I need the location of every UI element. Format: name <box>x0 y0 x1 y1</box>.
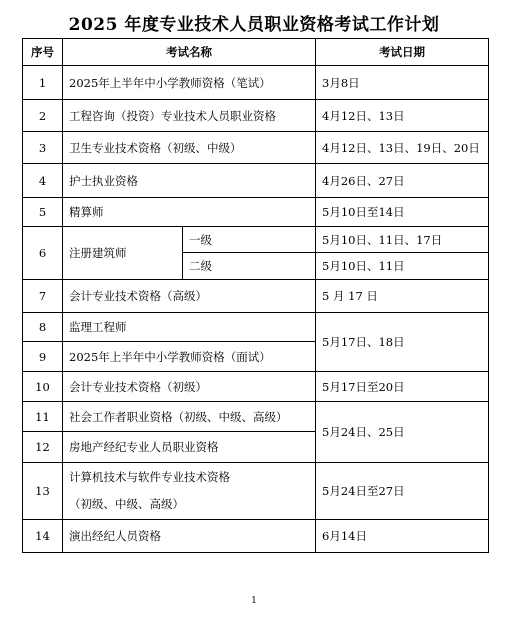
row-number: 12 <box>23 432 63 463</box>
row-number: 3 <box>23 132 63 164</box>
exam-date: 5 月 17 日 <box>316 280 489 313</box>
exam-name: 2025年上半年中小学教师资格（面试） <box>63 342 316 372</box>
exam-name <box>63 463 316 520</box>
exam-date: 4月12日、13日、19日、20日 <box>316 132 489 164</box>
exam-date: 5月10日、11日 <box>316 253 489 280</box>
exam-date: 5月10日、11日、17日 <box>316 227 489 253</box>
exam-name: 卫生专业技术资格（初级、中级） <box>63 132 316 164</box>
exam-level: 一级 <box>183 227 316 253</box>
exam-date: 3月8日 <box>316 66 489 100</box>
exam-name: 演出经纪人员资格 <box>63 520 316 553</box>
table-row <box>23 227 489 253</box>
table-row <box>23 198 489 227</box>
exam-date: 5月24日、25日 <box>316 402 489 463</box>
row-number: 7 <box>23 280 63 313</box>
table-row <box>23 280 489 313</box>
exam-name: 监理工程师 <box>63 313 316 342</box>
exam-date: 5月17日至20日 <box>316 372 489 402</box>
exam-name: 会计专业技术资格（高级） <box>63 280 316 313</box>
row-number: 4 <box>23 164 63 198</box>
exam-name: 精算师 <box>63 198 316 227</box>
row-number: 2 <box>23 100 63 132</box>
page-number: 1 <box>251 596 257 606</box>
exam-level: 二级 <box>183 253 316 280</box>
row-number: 1 <box>23 66 63 100</box>
row-number: 14 <box>23 520 63 553</box>
row-number: 6 <box>23 227 63 280</box>
exam-date: 4月26日、27日 <box>316 164 489 198</box>
exam-name: 2025年上半年中小学教师资格（笔试） <box>63 66 316 100</box>
exam-name-line: （初级、中级、高级） <box>69 497 184 511</box>
exam-name: 工程咨询（投资）专业技术人员职业资格 <box>63 100 316 132</box>
exam-name: 社会工作者职业资格（初级、中级、高级） <box>63 402 316 432</box>
table-row <box>23 132 489 164</box>
exam-date: 4月12日、13日 <box>316 100 489 132</box>
row-number: 8 <box>23 313 63 342</box>
table-row <box>23 313 489 342</box>
table-row <box>23 66 489 100</box>
exam-name: 护士执业资格 <box>63 164 316 198</box>
table-row <box>23 463 489 520</box>
exam-name-line: 计算机技术与软件专业技术资格 <box>69 470 230 484</box>
exam-name: 会计专业技术资格（初级） <box>63 372 316 402</box>
table-row <box>23 520 489 553</box>
row-number: 5 <box>23 198 63 227</box>
row-number: 9 <box>23 342 63 372</box>
exam-schedule-table <box>22 38 489 553</box>
page-title: 2025 年度专业技术人员职业资格考试工作计划 <box>68 15 440 35</box>
exam-date: 6月14日 <box>316 520 489 553</box>
exam-date: 5月24日至27日 <box>316 463 489 520</box>
header-number: 序号 <box>23 39 63 66</box>
exam-name: 房地产经纪专业人员职业资格 <box>63 432 316 463</box>
table-row <box>23 164 489 198</box>
table-row <box>23 100 489 132</box>
table-row <box>23 372 489 402</box>
exam-name: 注册建筑师 <box>63 227 183 280</box>
row-number: 13 <box>23 463 63 520</box>
exam-date: 5月17日、18日 <box>316 313 489 372</box>
row-number: 10 <box>23 372 63 402</box>
table-header-row <box>23 39 489 66</box>
header-exam-date: 考试日期 <box>316 39 489 66</box>
exam-date: 5月10日至14日 <box>316 198 489 227</box>
table-row <box>23 402 489 432</box>
row-number: 11 <box>23 402 63 432</box>
header-exam-name: 考试名称 <box>63 39 316 66</box>
